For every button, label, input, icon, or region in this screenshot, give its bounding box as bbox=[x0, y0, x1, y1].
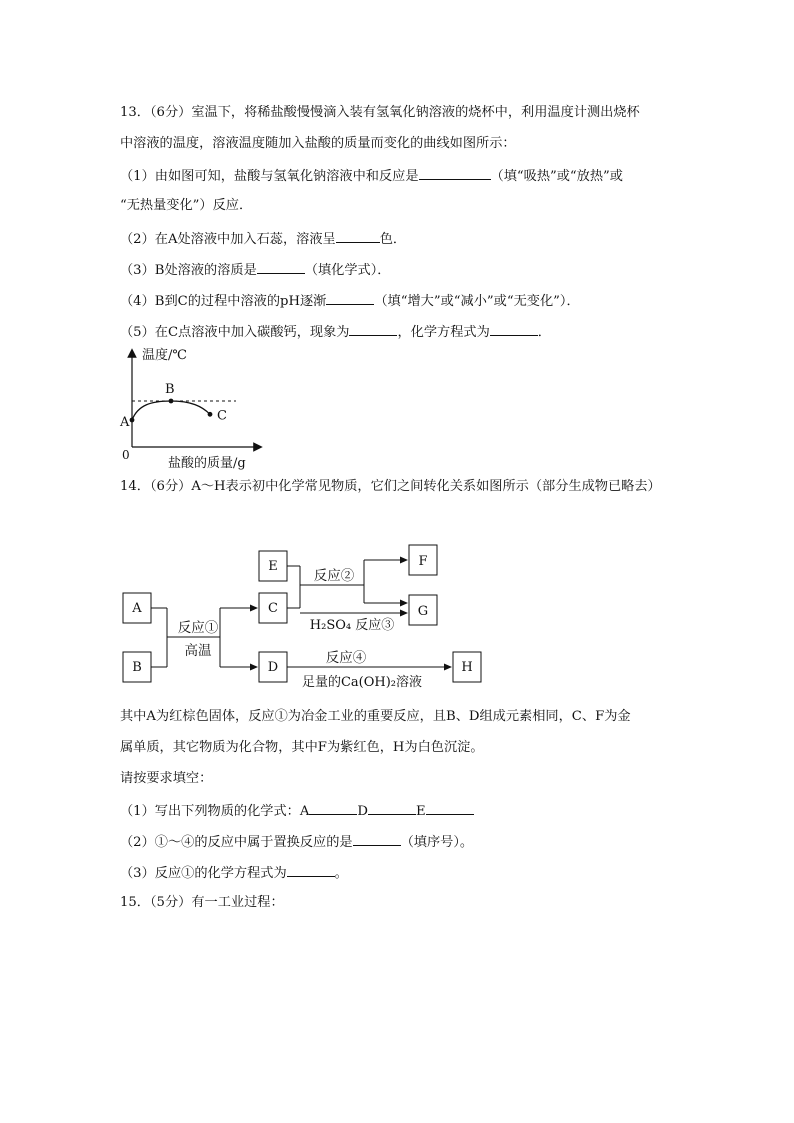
q14-part3-tail: 。 bbox=[334, 866, 348, 881]
q13-part1-text: （1）由如图可知，盐酸与氢氧化钠溶液中和反应是 bbox=[120, 169, 419, 184]
reaction1-label: 反应① bbox=[177, 620, 219, 636]
q13-part1-cont: “无热量变化”）反应． bbox=[120, 198, 253, 213]
q14-part3-answer-blank[interactable] bbox=[287, 863, 335, 877]
box-b-label: B bbox=[132, 660, 142, 675]
q13-part4-answer-blank[interactable] bbox=[326, 291, 374, 305]
q14-instruction: 请按要求填空： bbox=[120, 771, 213, 786]
conversion-diagram bbox=[110, 535, 500, 695]
point-a-label: A bbox=[120, 415, 130, 430]
q14-part2-text: （2）①～④的反应中属于置换反应的是 bbox=[120, 835, 353, 850]
q14-stem: 14．（6分）A～H表示初中化学常见物质，它们之间转化关系如图所示（部分生成物已略去） bbox=[120, 479, 661, 494]
q13-part1-hint: （填“吸热”或“放热”或 bbox=[490, 169, 623, 184]
q13-part4 bbox=[120, 291, 580, 311]
origin-label: 0 bbox=[122, 448, 130, 462]
q13-part3-answer-blank[interactable] bbox=[257, 260, 305, 274]
q14-part2-tail: （填序号）。 bbox=[400, 835, 474, 850]
q13-part2-tail: 色． bbox=[379, 232, 407, 247]
q14-info-line2: 属单质，其它物质为化合物，其中F为紫红色，H为白色沉淀。 bbox=[120, 740, 484, 755]
reaction1-condition: 高温 bbox=[184, 643, 212, 659]
point-c-label: C bbox=[217, 408, 227, 424]
q14-part1-text: （1）写出下列物质的化学式：A bbox=[120, 804, 310, 819]
q14-part1-d-blank[interactable] bbox=[368, 801, 416, 815]
y-axis-label: 温度/℃ bbox=[142, 348, 187, 363]
q13-part3-tail: （填化学式）． bbox=[304, 263, 391, 278]
temperature-curve bbox=[132, 401, 210, 420]
q13-part3-text: （3）B处溶液的溶质是 bbox=[120, 263, 257, 278]
q14-part2 bbox=[120, 832, 473, 852]
point-c bbox=[208, 412, 213, 417]
q13-part5-mid: ，化学方程式为 bbox=[397, 325, 490, 340]
q14-part2-answer-blank[interactable] bbox=[353, 832, 401, 846]
q13-part1-answer-blank[interactable] bbox=[419, 166, 491, 180]
q13-part2-answer-blank[interactable] bbox=[336, 229, 380, 243]
q14-part1-a-blank[interactable] bbox=[309, 801, 357, 815]
q13-part3 bbox=[120, 260, 391, 280]
q13-part2 bbox=[120, 229, 406, 249]
reaction2-label: 反应② bbox=[313, 568, 355, 584]
q14-part1-e: E bbox=[415, 804, 426, 819]
box-f-label: F bbox=[418, 554, 428, 569]
point-b-label: B bbox=[165, 382, 175, 397]
point-a bbox=[130, 418, 135, 423]
reaction4-label: 反应④ bbox=[325, 650, 367, 666]
q14-info-line1: 其中A为红棕色固体，反应①为冶金工业的重要反应，且B、D组成元素相同，C、F为金 bbox=[120, 709, 631, 724]
q14-part1-e-blank[interactable] bbox=[426, 801, 474, 815]
q13-part5-text: （5）在C点溶液中加入碳酸钙，现象为 bbox=[120, 325, 350, 340]
q13-part1 bbox=[120, 166, 623, 186]
x-axis-label: 盐酸的质量/g bbox=[168, 456, 246, 471]
q13-part5-tail: ． bbox=[537, 325, 551, 340]
point-b bbox=[169, 399, 174, 404]
q14-part3-text: （3）反应①的化学方程式为 bbox=[120, 866, 287, 881]
q13-part5-answer-blank-1[interactable] bbox=[349, 322, 397, 336]
temperature-chart bbox=[110, 345, 270, 475]
q13-stem-line2: 中溶液的温度，溶液温度随加入盐酸的质量而变化的曲线如图所示： bbox=[120, 136, 516, 151]
q14-part3 bbox=[120, 863, 348, 883]
box-c-label: C bbox=[268, 601, 278, 616]
box-d-label: D bbox=[267, 660, 279, 675]
q14-part1-d: D bbox=[357, 804, 368, 819]
box-e-label: E bbox=[268, 559, 278, 574]
reaction3-label: H₂SO₄ 反应③ bbox=[309, 618, 395, 633]
box-h-label: H bbox=[461, 660, 473, 675]
q13-part4-tail: （填“增大”或“减小”或“无变化”）． bbox=[374, 294, 580, 309]
reaction4-condition: 足量的Ca(OH)₂溶液 bbox=[301, 675, 423, 690]
q15-stem: 15．（5分）有一工业过程： bbox=[120, 895, 284, 910]
q13-part5-answer-blank-2[interactable] bbox=[490, 322, 538, 336]
q13-part5 bbox=[120, 322, 551, 342]
q14-part1 bbox=[120, 801, 474, 821]
q13-stem-line1: 13．（6分）室温下，将稀盐酸慢慢滴入装有氢氧化钠溶液的烧杯中，利用温度计测出烧杯 bbox=[120, 105, 640, 120]
q13-part4-text: （4）B到C的过程中溶液的pH逐渐 bbox=[120, 294, 327, 309]
box-a-label: A bbox=[132, 601, 142, 616]
box-g-label: G bbox=[417, 604, 429, 619]
q13-part2-text: （2）在A处溶液中加入石蕊，溶液呈 bbox=[120, 232, 336, 247]
